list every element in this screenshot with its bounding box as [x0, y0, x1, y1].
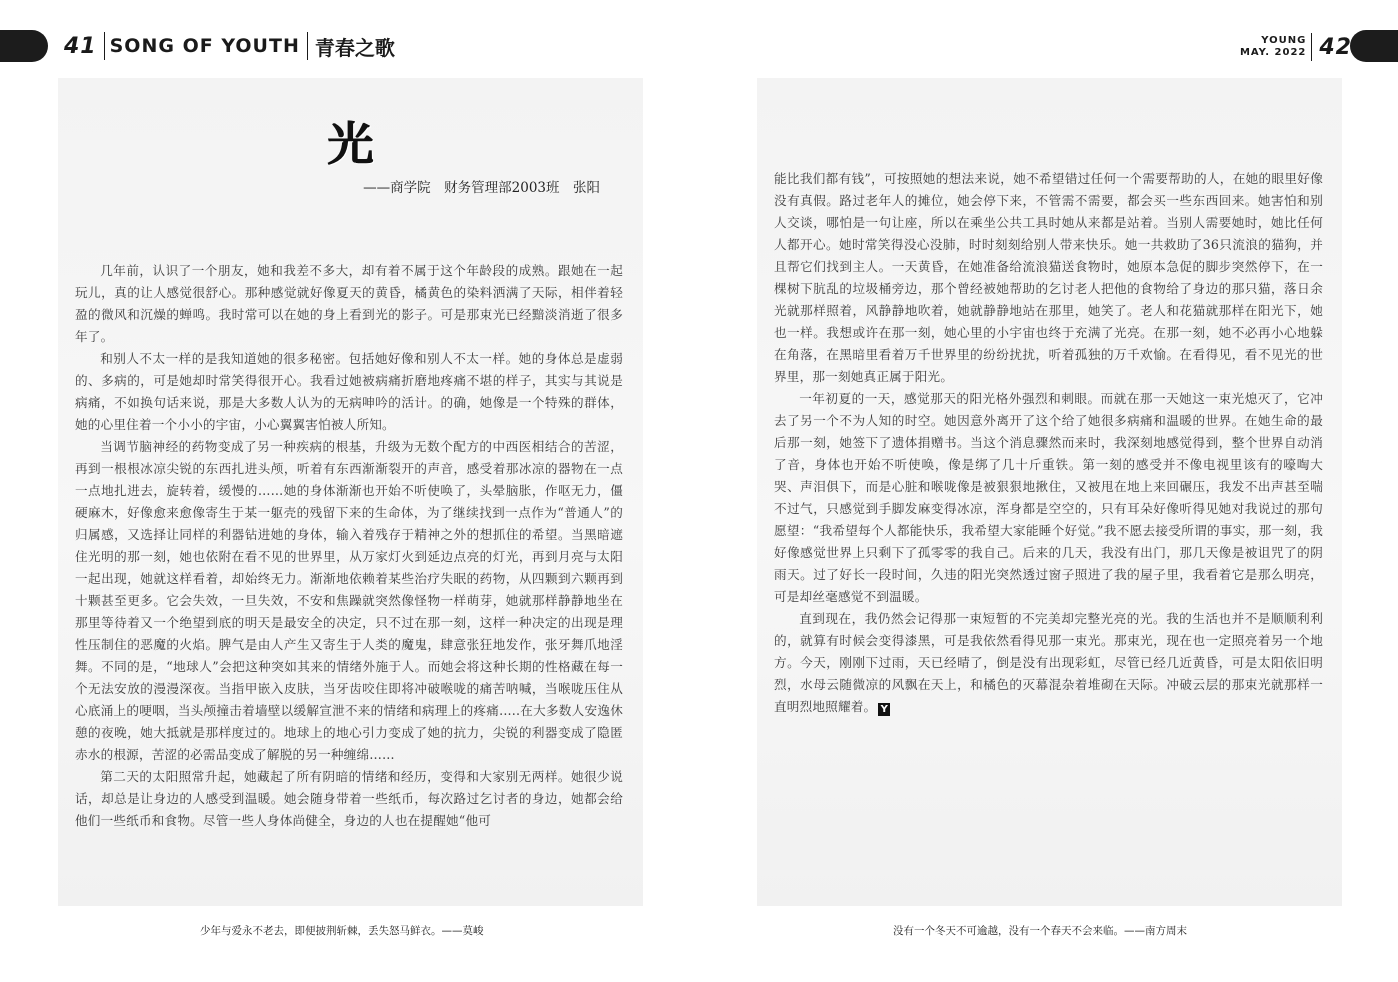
paragraph: 第二天的太阳照常升起，她藏起了所有阴暗的情绪和经历，变得和大家别无两样。她很少说话，却总是让身边的人感受到温暖。她会随身带着一些纸币，每次路过乞讨者的身边，她都会给他们一些纸币和食物。尽管一些人身体尚健全，身边的人也在提醒她“他可 [75, 769, 623, 828]
paragraph: 和别人不太一样的是我知道她的很多秘密。包括她好像和别人不太一样。她的身体总是虚弱的、多病的，可是她却时常笑得很开心。我看过她被病痛折磨地疼痛不堪的样子，其实与其说是病痛，不如换句话来说，那是大多数人认为的无病呻吟的活计。的确，她像是一个特殊的群体，她的心里住着一个小小的宇宙，小心翼翼害怕被人所知。 [75, 351, 623, 432]
left-column-text [75, 260, 623, 832]
magazine-name: YOUNG [1261, 35, 1307, 46]
paragraph [774, 608, 1323, 718]
column-title: SONG OF YOUTH [109, 35, 300, 57]
paragraph-text: 直到现在，我仍然会记得那一束短暂的不完美却完整光亮的光。我的生活也并不是顺顺利利的，就算有时候会变得漆黑，可是我依然看得见那一束光。那束光，现在也一定照亮着另一个地方。今天，刚刚下过雨，天已经晴了，倒是没有出现彩虹，尽管已经几近黄昏，可是太阳依旧明烈，水母云随微凉的风飘在天上，和橘色的灭幕混杂着堆砌在天际。冲破云层的那束光就那样一直明烈地照耀着。 [774, 611, 1323, 714]
left-page-number: 41 [64, 33, 97, 59]
header-divider [307, 32, 308, 60]
column-title-cn: 青春之歌 [314, 35, 395, 60]
header-divider [1311, 33, 1312, 61]
left-page-tab [0, 30, 48, 62]
paragraph: 当调节脑神经的药物变成了另一种疾病的根基，升级为无数个配方的中西医相结合的苦涩，再到一根根冰凉尖锐的东西扎进头颅，听着有东西渐渐裂开的声音，感受着那冰凉的器物在一点一点地扎进去，旋转着，缓慢的……她的身体渐渐也开始不听使唤了，头晕脑胀，作呕无力，僵硬麻木，好像愈来愈像寄生于某一躯壳的残留下来的生命体，为了继续找到一点作为“普通人”的归属感，又选择让同样的利器钻进她的身体，输入着残存于精神之外的想抓住的希望。当黑暗遮住光明的那一刻，她也依附在看不见的世界里，从万家灯火到延边点亮的灯光，再到月亮与太阳一起出现，她就这样看着，却始终无力。渐渐地依赖着某些治疗失眠的药物，从四颗到六颗再到十颗甚至更多。它会失效，一旦失效，不安和焦躁就突然像怪物一样萌芽，她就那样静静地坐在那里等待着又一个绝望到底的明天是最安全的决定，只不过在那一刻，这样一种决定的出现是理性压制住的恶魔的火焰。脾气是由人产生又寄生于人类的魔鬼，肆意张狂地发作，张牙舞爪地淫舞。不同的是，“地球人”会把这种突如其来的情绪外施于人。而她会将这种长期的性格藏在每一个无法安放的漫漫深夜。当指甲嵌入皮肤，当牙齿咬住即将冲破喉咙的痛苦呐喊，当喉咙压住从心底涌上的哽咽，当头颅撞击着墙壁以缓解宣泄不来的情绪和病理上的疼痛.....在大多数人安逸休憩的夜晚，她大抵就是那样度过的。地球上的地心引力变成了她的抗力，尖锐的利器变成了隐匿赤水的根源，苦涩的必需品变成了解脱的另一种缠绵…… [75, 439, 623, 762]
issue-label [1240, 35, 1306, 59]
article-byline: ——商学院 财务管理部2003班 张阳 [363, 180, 600, 196]
paragraph: 一年初夏的一天，感觉那天的阳光格外强烈和刺眼。而就在那一天她这一束光熄灭了，它冲去了另一个不为人知的时空。她因意外离开了这个给了她很多病痛和温暖的世界。在她生命的最后那一刻，她签下了遗体捐赠书。当这个消息骤然而来时，我深刻地感觉得到，整个世界自动消了音，身体也开始不听使唤，像是绑了几十斤重铁。第一刻的感受并不像电视里该有的嚎啕大哭、声泪俱下，而是心脏和喉咙像是被狠狠地揪住，又被甩在地上来回碾压，我发不出声甚至喘不过气，只感觉到手脚发麻变得冰凉，浑身都是空空的，只有耳朵好像听得见她对我说过的那句愿望：“我希望每个人都能快乐，我希望大家能睡个好觉。”我不愿去接受所谓的事实，那一刻，我好像感觉世界上只剩下了孤零零的我自己。后来的几天，我没有出门，那几天像是被诅咒了的阴雨天。过了好长一段时间，久违的阳光突然透过窗子照进了我的屋子里，我看着它是那么明亮，可是却丝毫感觉不到温暖。 [774, 391, 1323, 604]
end-mark-icon: Y [878, 703, 890, 716]
paragraph: 能比我们都有钱”，可按照她的想法来说，她不希望错过任何一个需要帮助的人，在她的眼里好像没有真假。路过老年人的摊位，她会停下来，不管需不需要，都会买一些东西回来。她害怕和别人交谈，哪怕是一句让座，所以在乘坐公共工具时她从来都是站着。当别人需要她时，她比任何人都开心。她时常笑得没心没肺，时时刻刻给别人带来快乐。她一共救助了36只流浪的猫狗，并且帮它们找到主人。一天黄昏，在她准备给流浪猫送食物时，她原本急促的脚步突然停下，在一棵树下肮乱的垃圾桶旁边，那个曾经被她帮助的乞讨老人把他的食物给了身边的那只猫，落日余光就那样照着，风静静地吹着，她就静静地站在那里，她笑了。老人和花猫就那样在阳光下，她也一样。我想或许在那一刻，她心里的小宇宙也终于充满了光亮。在那一刻，她不必再小心地躲在角落，在黑暗里看着万千世界里的纷纷扰扰，听着孤独的万千欢愉。在看得见，看不见光的世界里，那一刻她真正属于阳光。 [774, 171, 1323, 384]
article-title: 光 [328, 117, 374, 171]
issue-date: MAY. 2022 [1239, 47, 1307, 58]
header-divider [104, 32, 105, 60]
paragraph: 几年前，认识了一个朋友，她和我差不多大，却有着不属于这个年龄段的成熟。跟她在一起玩儿，真的让人感觉很舒心。那种感觉就好像夏天的黄昏，橘黄色的染料洒满了天际，相伴着轻盈的微风和沉燥的蝉鸣。我时常可以在她的身上看到光的影子。可是那束光已经黯淡消逝了很多年了。 [75, 263, 623, 344]
left-running-header [64, 33, 395, 59]
right-page-tab [1350, 30, 1398, 62]
right-running-header [1240, 32, 1352, 62]
right-page-number: 42 [1319, 34, 1352, 60]
right-column-text [774, 168, 1323, 718]
left-footer-quote: 少年与爱永不老去，即便披荆斩棘，丢失怒马鲜衣。——莫峻 [200, 925, 484, 937]
right-footer-quote: 没有一个冬天不可逾越，没有一个春天不会来临。——南方周末 [893, 925, 1187, 937]
